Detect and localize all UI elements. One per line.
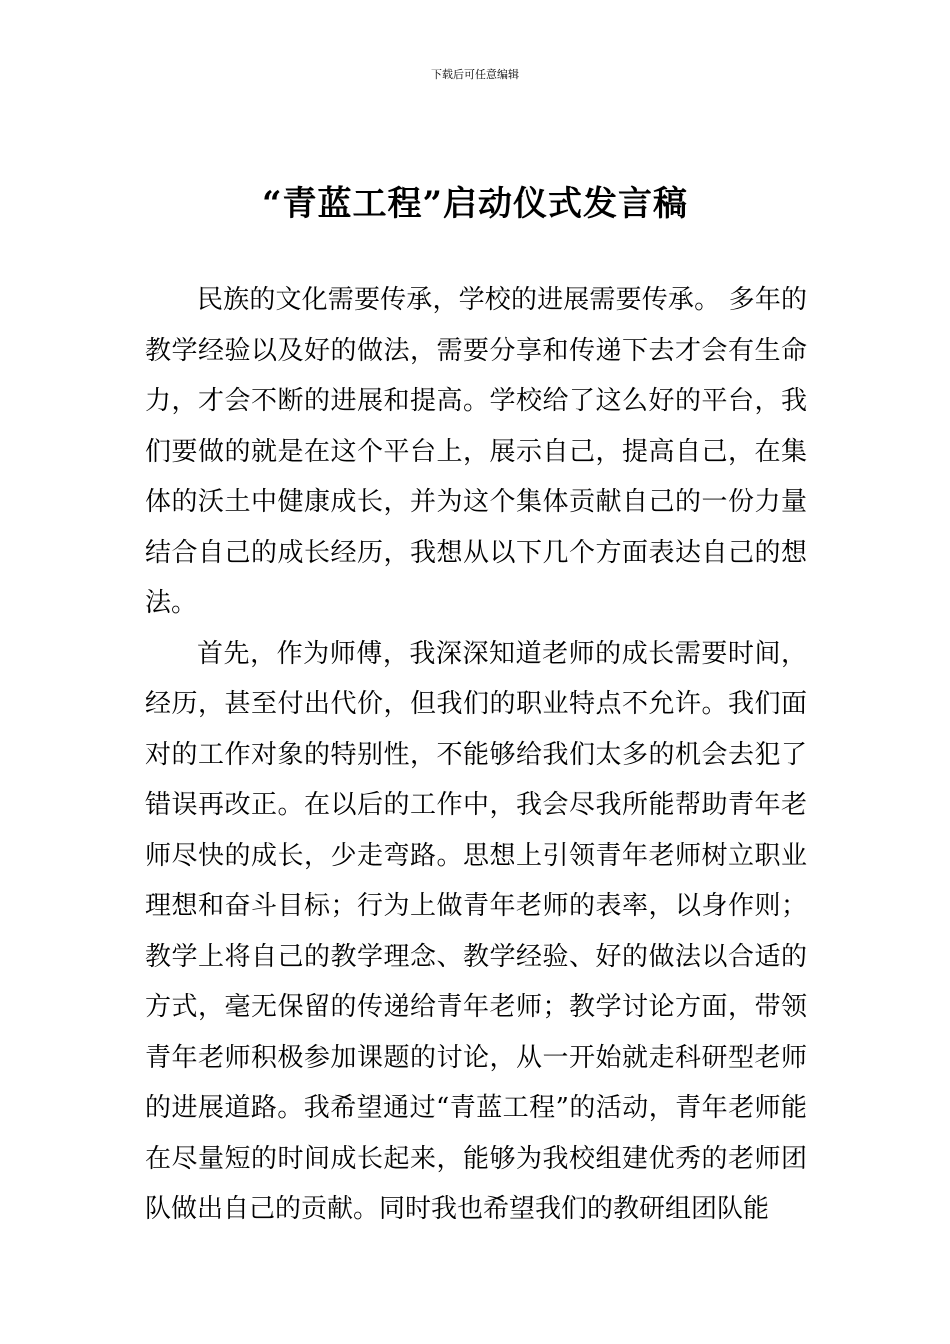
header-note: 下载后可任意编辑 xyxy=(431,68,519,81)
document-title: “青蓝工程”启动仪式发言稿 xyxy=(261,184,689,224)
body-paragraph-1: 民族的文化需要传承，学校的进展需要传承。 多年的教学经验以及好的做法，需要分享和传递下去才会有生命力，才会不断的进展和提高。学校给了这么好的平台，我们要做的就是在这个平台上，展示自己，提高自己，在集体的沃土中健康成长，并为这个集体贡献自己的一份力量结合自己的成长经历，我想从以下几个方面表达自己的想法。 xyxy=(145,285,807,618)
document-body xyxy=(145,275,807,1235)
body-paragraph-2: 首先，作为师傅，我深深知道老师的成长需要时间，经历，甚至付出代价，但我们的职业特点不允许。我们面对的工作对象的特别性，不能够给我们太多的机会去犯了错误再改正。在以后的工作中，我会尽我所能帮助青年老师尽快的成长，少走弯路。思想上引领青年老师树立职业理想和奋斗目标；行为上做青年老师的表率，以身作则；教学上将自己的教学理念、教学经验、好的做法以合适的方式，毫无保留的传递给青年老师；教学讨论方面，带领青年老师积极参加课题的讨论，从一开始就走科研型老师的进展道路。我希望通过“青蓝工程”的活动，青年老师能在尽量短的时间成长起来，能够为我校组建优秀的老师团队做出自己的贡献。同时我也希望我们的教研组团队能 xyxy=(145,638,807,1224)
